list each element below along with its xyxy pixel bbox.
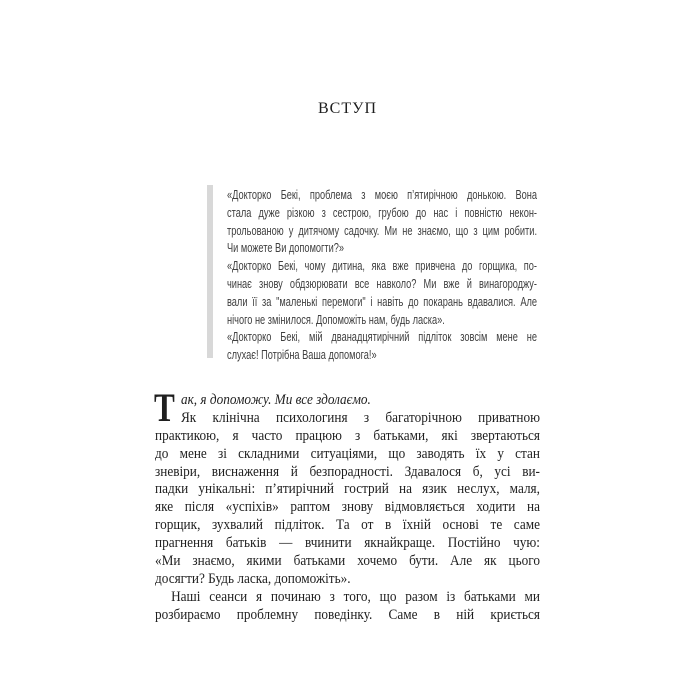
body-text: [154, 385, 540, 625]
body-line: «Ми знаємо, якими батьками хочемо бути. Але як цього: [155, 553, 540, 570]
body-line: падки унікальні: п’ятирічний гострий на язик неслух, маля,: [155, 481, 540, 498]
body-line: прагнення батьків — вчинити якнайкраще. Постійно чую:: [155, 535, 540, 552]
body-line: Як клінічна психологиня з багаторічною приватною: [180, 409, 540, 426]
quote-line: «Докторко Бекі, проблема з моєю п’ятирічною донькою. Вона: [227, 188, 538, 202]
quote-line: слухає! Потрібна Ваша допомога!»: [227, 348, 377, 363]
quote-line: чинає знову обдзюрювати все навколо? Ми вже й винагороджу-: [227, 276, 538, 291]
quote-line: вали її за "маленькі перемоги" і навіть до покарань вдавалися. Але: [227, 294, 538, 309]
quote-line: Чи можете Ви допомогти?»: [227, 241, 345, 256]
body-line: зневіри, виснаження й безпорадності. Здавалося б, усі ви-: [155, 463, 540, 480]
quote-line: «Докторко Бекі, мій дванадцятирічний підліток зовсім мене не: [227, 330, 538, 345]
body-line: досягти? Будь ласка, допоможіть».: [155, 570, 351, 587]
body-line: практикою, я часто працюю з батьками, які звертаються: [155, 427, 540, 444]
chapter-heading: ВСТУП: [318, 100, 377, 117]
body-line: яке після «успіхів» раптом знову відмовляється ходити на: [155, 499, 540, 516]
quote-line: «Докторко Бекі, чому дитина, яка вже привчена до горщика, по-: [227, 259, 538, 274]
body-line: Наші сеанси я починаю з того, що разом із батьками ми: [171, 588, 540, 605]
dropcap-letter: Т: [154, 385, 175, 430]
body-line: розбираємо проблемну поведінку. Саме в ній криється: [155, 606, 540, 623]
body-line: до мене зі складними ситуаціями, що заводять їх у стан: [155, 445, 540, 462]
quote-left-bar: [207, 185, 213, 358]
quote-text: [227, 187, 537, 365]
quote-line: трольованою у дитячому садочку. Ми не знаємо, що з цим робити.: [227, 223, 538, 238]
quote-line: стала дуже різкою з сестрою, грубою до нас і повністю некон-: [227, 205, 538, 220]
quote-line: нічого не змінилося. Допоможіть нам, будь ласка».: [227, 312, 445, 327]
body-line: горщик, зухвалий підліток. Та от в їхній основі те саме: [155, 517, 540, 534]
body-line: ак, я допоможу. Ми все здолаємо.: [180, 392, 371, 408]
